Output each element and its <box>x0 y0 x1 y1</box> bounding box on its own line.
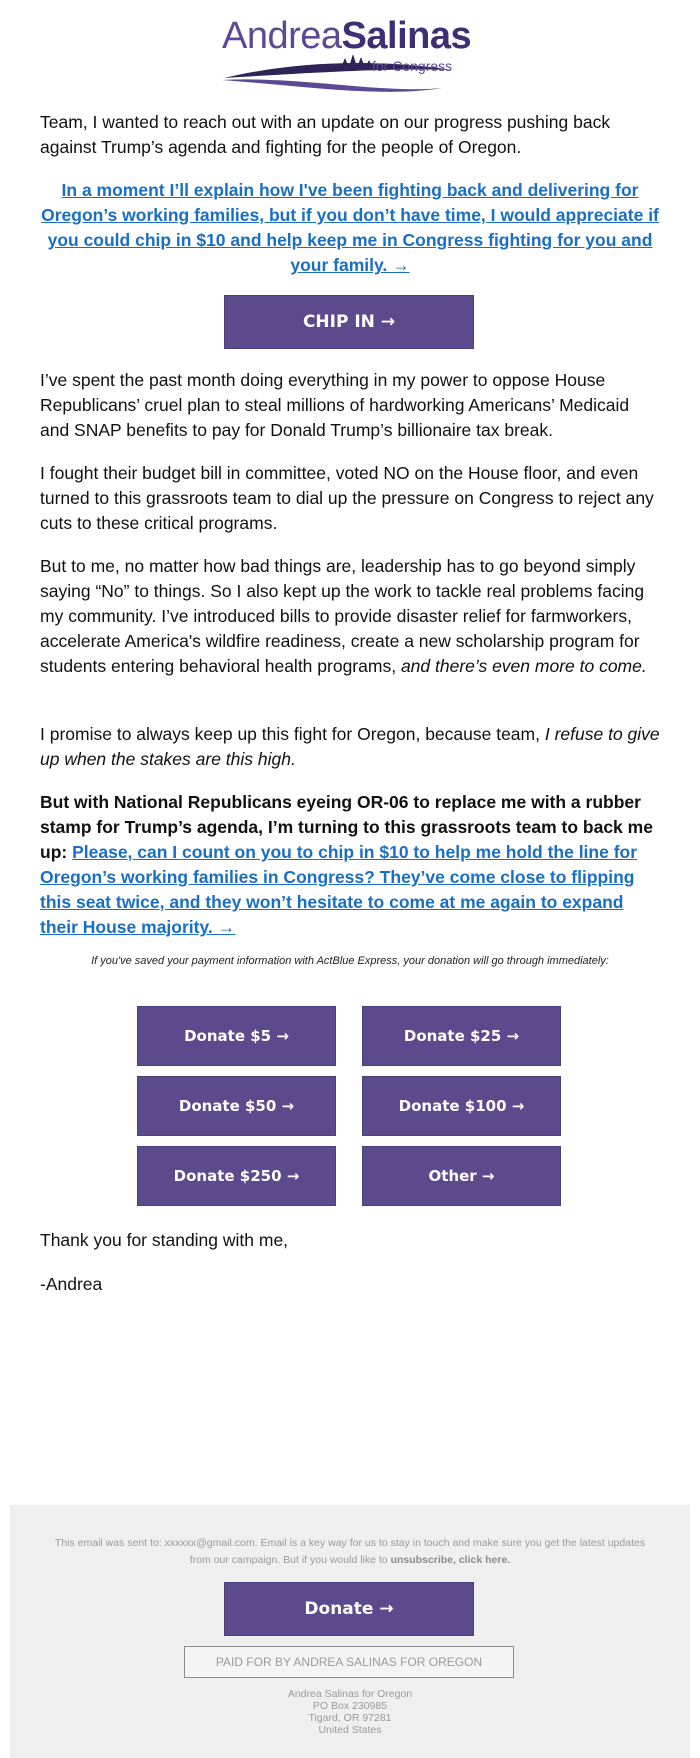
actblue-express-note: If you've saved your payment information with ActBlue Express, your donation will go through immediately: <box>91 955 609 967</box>
address-line: PO Box 230985 <box>312 1700 388 1712</box>
promise-paragraph <box>40 722 660 772</box>
signature: -Andrea <box>40 1274 103 1294</box>
address-line: Andrea Salinas for Oregon <box>287 1688 413 1700</box>
campaign-logo <box>222 14 478 94</box>
address-line: United States <box>318 1724 382 1736</box>
address-line: Tigard, OR 97281 <box>308 1712 392 1724</box>
closing-line: Thank you for standing with me, <box>40 1230 289 1250</box>
footer-donate-button[interactable]: Donate → <box>224 1582 474 1636</box>
chip-in-button[interactable]: CHIP IN → <box>224 295 474 349</box>
footer-sent-text: This email was sent to: xxxxxx@gmail.com. Email is a key way for us to stay in touch and make sure you get the latest updates from our campaign. But if you would like to <box>54 1537 646 1566</box>
hold-the-line-link[interactable]: Please, can I count on you to chip in $10 to help me hold the line for Oregon’s working families in Congress? They’ve come close to flipping this seat twice, and they won’t hesitate to come at me again to expand their House majority. → <box>40 842 638 937</box>
chip-in-link-paragraph <box>40 178 660 278</box>
appeal-paragraph <box>40 790 660 940</box>
intro-paragraph: Team, I wanted to reach out with an update on our progress pushing back against Trump’s agenda and fighting for the people of Oregon. <box>40 112 611 157</box>
donate-25-button[interactable]: Donate $25 → <box>362 1006 561 1066</box>
footer-disclaimer <box>50 1535 650 1569</box>
donate-5-button[interactable]: Donate $5 → <box>137 1006 336 1066</box>
mailing-address <box>10 1688 690 1736</box>
donate-50-button[interactable]: Donate $50 → <box>137 1076 336 1136</box>
budget-bill-paragraph: I fought their budget bill in committee, voted NO on the House floor, and even turned to this grassroots team to dial up the pressure on Congress to reject any cuts to these critical programs. <box>40 463 654 533</box>
promise-text: I promise to always keep up this fight for Oregon, because team, <box>40 724 540 744</box>
donate-250-button[interactable]: Donate $250 → <box>137 1146 336 1206</box>
medicaid-paragraph: I’ve spent the past month doing everything in my power to oppose House Republicans’ cruel plan to steal millions of hardworking Americans’ Medicaid and SNAP benefits to pay for Donald Trump’s billionaire tax break. <box>40 370 630 440</box>
leadership-paragraph <box>40 554 660 679</box>
logo-first-name: Andrea <box>222 15 342 57</box>
appeal-bold-text: But with National Republicans eyeing OR-06 to replace me with a rubber stamp for Trump’s agenda, I’m turning to this grassroots team to back me up: <box>40 792 653 862</box>
email-footer <box>10 1505 690 1758</box>
donate-100-button[interactable]: Donate $100 → <box>362 1076 561 1136</box>
leadership-italic: and there’s even more to come. <box>400 656 647 676</box>
logo-tagline: for Congress <box>372 58 453 74</box>
unsubscribe-link[interactable]: unsubscribe, click here. <box>390 1554 511 1566</box>
paid-for-disclaimer: PAID FOR BY ANDREA SALINAS FOR OREGON <box>184 1646 514 1678</box>
donate-other-button[interactable]: Other → <box>362 1146 561 1206</box>
logo-last-name: Salinas <box>341 15 472 57</box>
leadership-text: But to me, no matter how bad things are, leadership has to go beyond simply saying “No” to things. So I also kept up the work to tackle real problems facing my community. I’ve introduced bills to provide disaster relief for farmworkers, accelerate America's wildfire readiness, create a new scholarship program for students entering behavioral health programs, <box>40 556 645 676</box>
chip-in-10-link[interactable]: In a moment I’ll explain how I've been fighting back and delivering for Oregon’s working families, but if you don’t have time, I would appreciate if you could chip in $10 and help keep me in Congress fighting for you and your family. → <box>41 180 659 275</box>
promise-italic: I refuse to give up when the stakes are this high. <box>40 724 660 769</box>
